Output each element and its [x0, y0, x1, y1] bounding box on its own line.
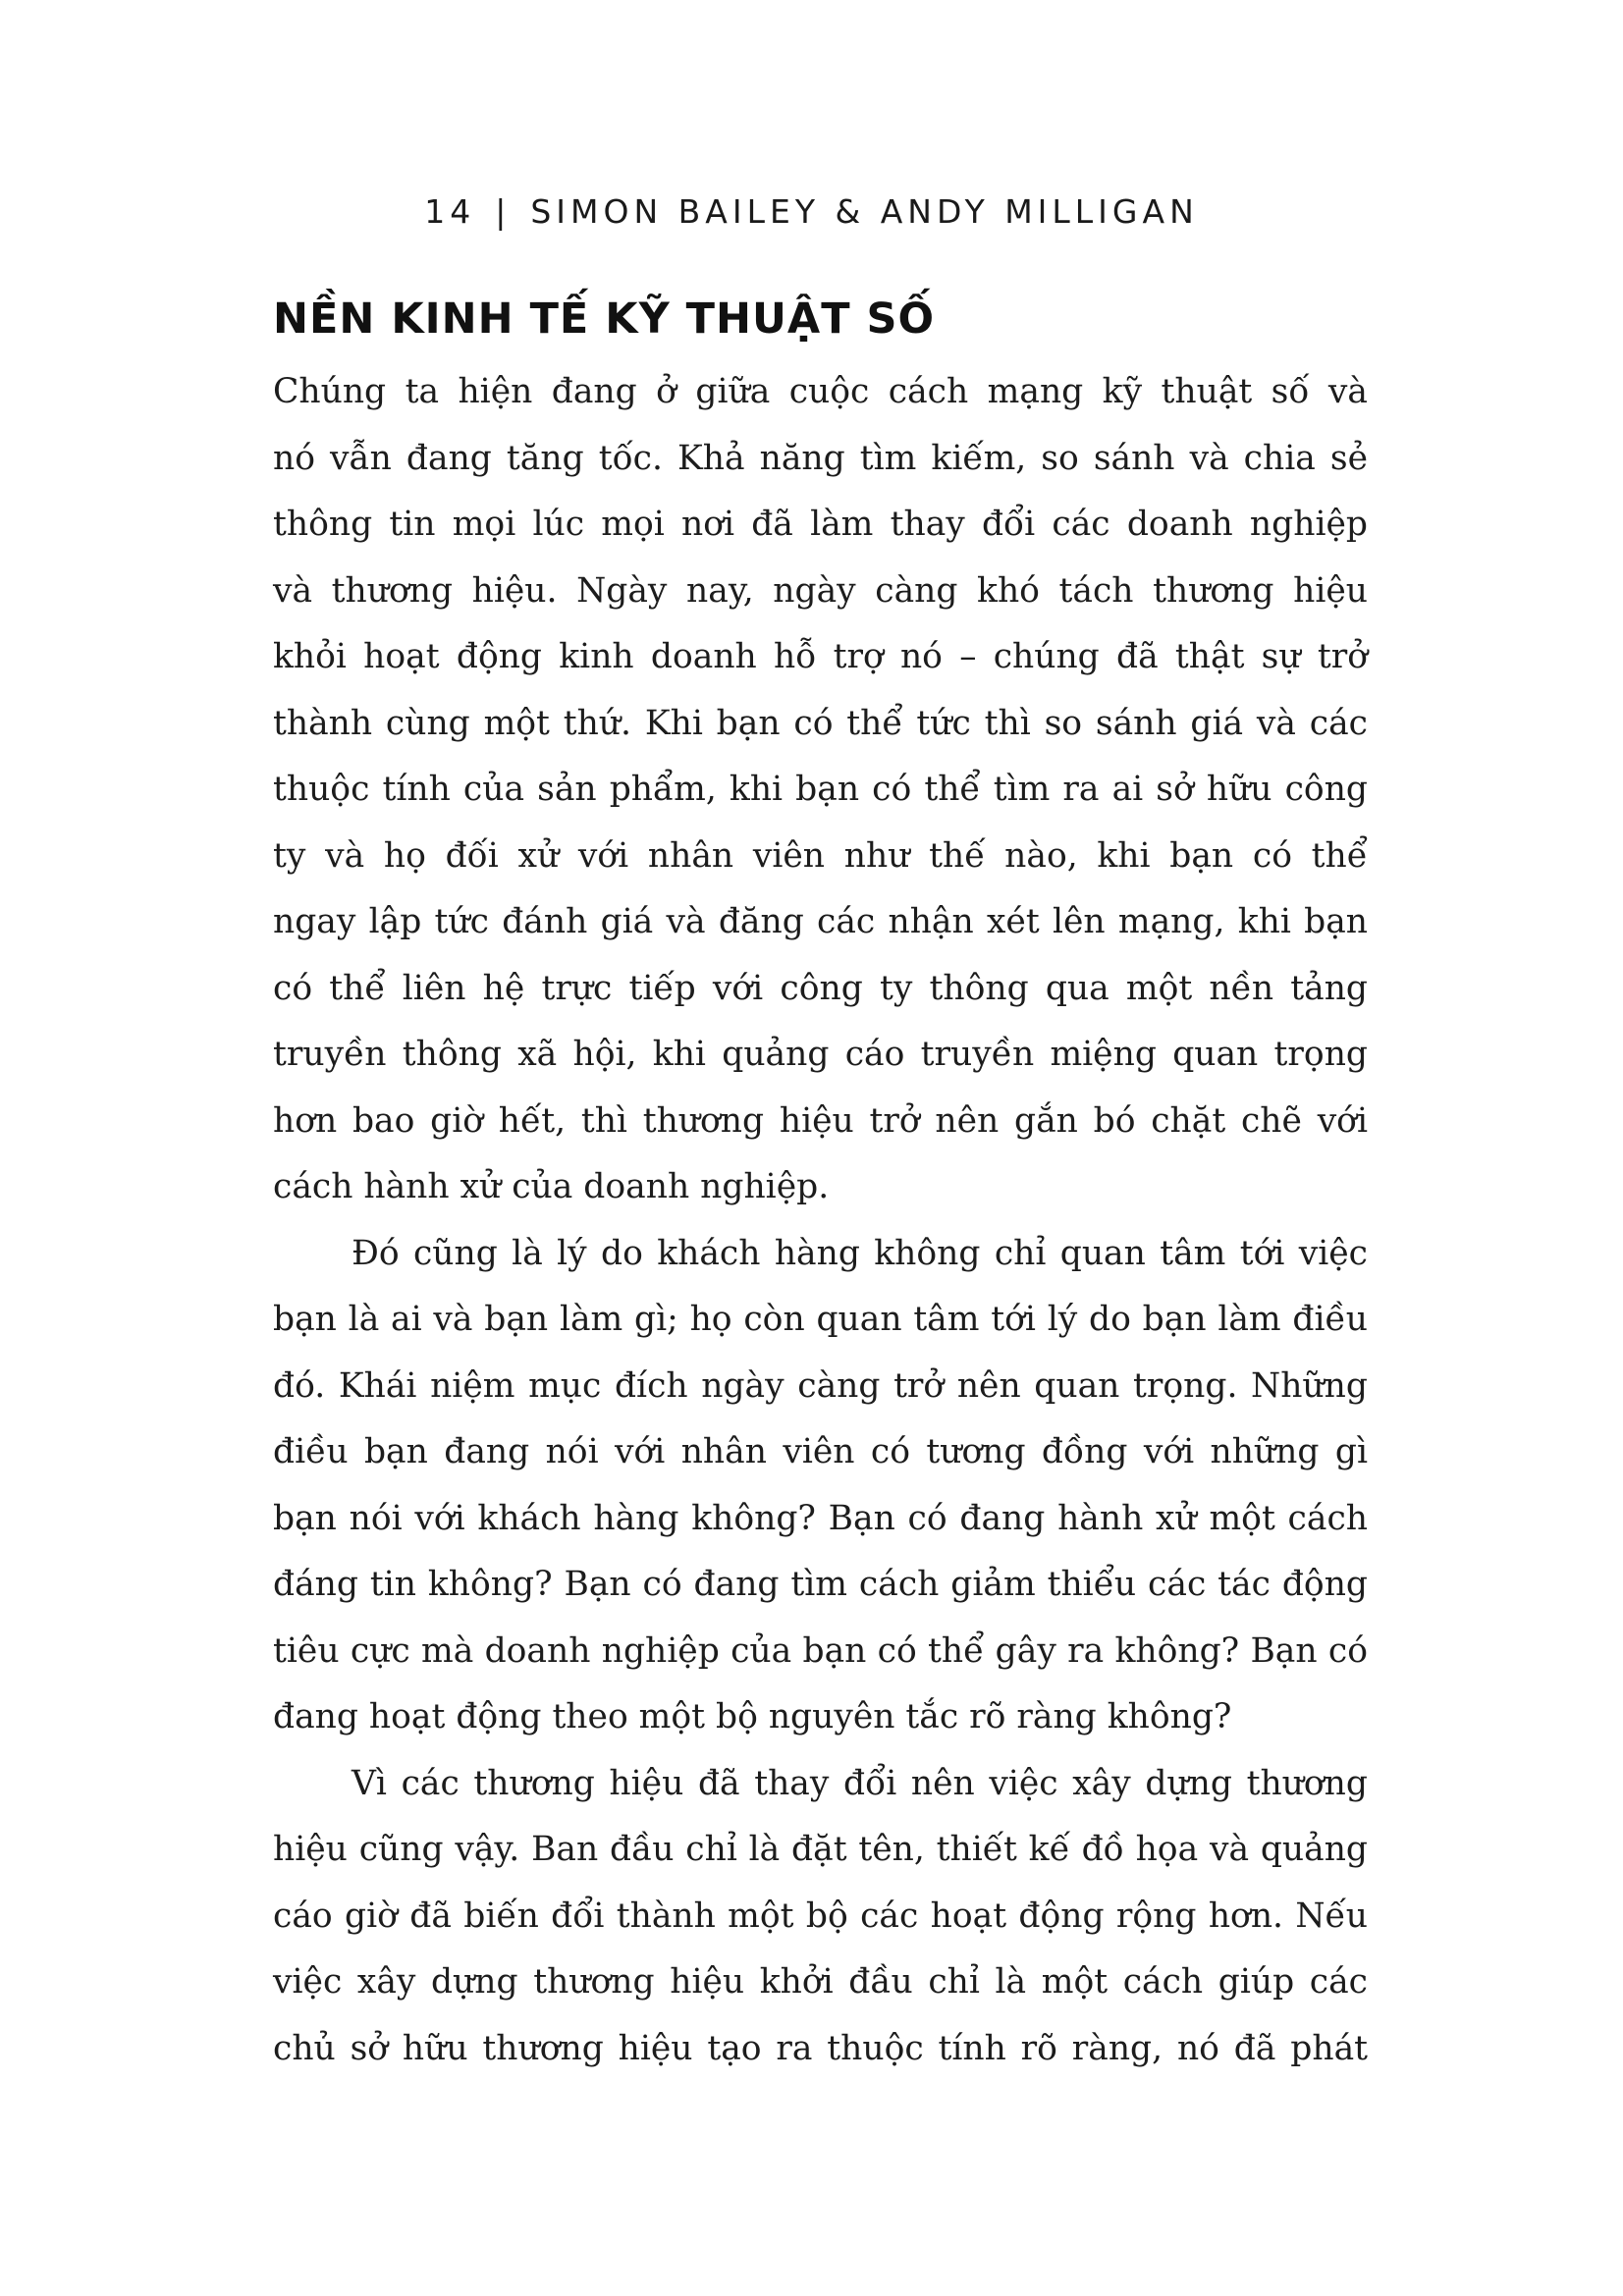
text-line: bạn là ai và bạn làm gì; họ còn quan tâm tới lý do bạn làm điều	[273, 1300, 1368, 1339]
text-line: cáo giờ đã biến đổi thành một bộ các hoạt động rộng hơn. Nếu	[273, 1896, 1368, 1936]
text-line: Vì các thương hiệu đã thay đổi nên việc xây dựng thương	[352, 1763, 1368, 1803]
text-line: hơn bao giờ hết, thì thương hiệu trở nên gắn bó chặt chẽ với	[273, 1100, 1368, 1141]
text-line: hiệu cũng vậy. Ban đầu chỉ là đặt tên, thiết kế đồ họa và quảng	[273, 1830, 1368, 1869]
text-line: khỏi hoạt động kinh doanh hỗ trợ nó – chúng đã thật sự trở	[273, 637, 1368, 676]
paragraph-3	[273, 1751, 1368, 2083]
text-line: nó vẫn đang tăng tốc. Khả năng tìm kiếm, so sánh và chia sẻ	[273, 438, 1368, 478]
text-line: chủ sở hữu thương hiệu tạo ra thuộc tính rõ ràng, nó đã phát	[273, 2028, 1368, 2068]
text-line: Chúng ta hiện đang ở giữa cuộc cách mạng kỹ thuật số và	[273, 372, 1368, 411]
page-number: 14	[424, 192, 476, 231]
running-header	[0, 192, 1623, 231]
paragraph-2	[273, 1221, 1368, 1751]
text-line: có thể liên hệ trực tiếp với công ty thông qua một nền tảng	[273, 968, 1368, 1008]
header-authors: SIMON BAILEY & ANDY MILLIGAN	[530, 192, 1199, 231]
text-line: việc xây dựng thương hiệu khởi đầu chỉ là một cách giúp các	[273, 1962, 1368, 2002]
body-text	[273, 359, 1368, 2082]
section-title: NỀN KINH TẾ KỸ THUẬT SỐ	[273, 294, 936, 344]
text-line: đáng tin không? Bạn có đang tìm cách giảm thiểu các tác động	[273, 1565, 1368, 1604]
paragraph-1	[273, 359, 1368, 1221]
text-line: đang hoạt động theo một bộ nguyên tắc rõ ràng không?	[273, 1697, 1232, 1736]
text-line: bạn nói với khách hàng không? Bạn có đang hành xử một cách	[273, 1498, 1368, 1538]
text-line: ty và họ đối xử với nhân viên như thế nào, khi bạn có thể	[273, 835, 1368, 876]
text-line: điều bạn đang nói với nhân viên có tương đồng với những gì	[273, 1432, 1368, 1471]
text-line: Đó cũng là lý do khách hàng không chỉ quan tâm tới việc	[352, 1233, 1368, 1273]
text-line: đó. Khái niệm mục đích ngày càng trở nên quan trọng. Những	[273, 1365, 1368, 1406]
text-line: truyền thông xã hội, khi quảng cáo truyền miệng quan trọng	[273, 1035, 1368, 1074]
text-line: tiêu cực mà doanh nghiệp của bạn có thể gây ra không? Bạn có	[273, 1630, 1368, 1671]
text-line: thuộc tính của sản phẩm, khi bạn có thể tìm ra ai sở hữu công	[273, 770, 1368, 809]
text-line: cách hành xử của doanh nghiệp.	[273, 1167, 830, 1206]
text-line: thành cùng một thứ. Khi bạn có thể tức thì so sánh giá và các	[273, 703, 1368, 743]
text-line: ngay lập tức đánh giá và đăng các nhận xét lên mạng, khi bạn	[273, 902, 1368, 941]
text-line: và thương hiệu. Ngày nay, ngày càng khó tách thương hiệu	[273, 570, 1368, 611]
header-separator: |	[495, 192, 512, 231]
text-line: thông tin mọi lúc mọi nơi đã làm thay đổi các doanh nghiệp	[273, 505, 1368, 544]
